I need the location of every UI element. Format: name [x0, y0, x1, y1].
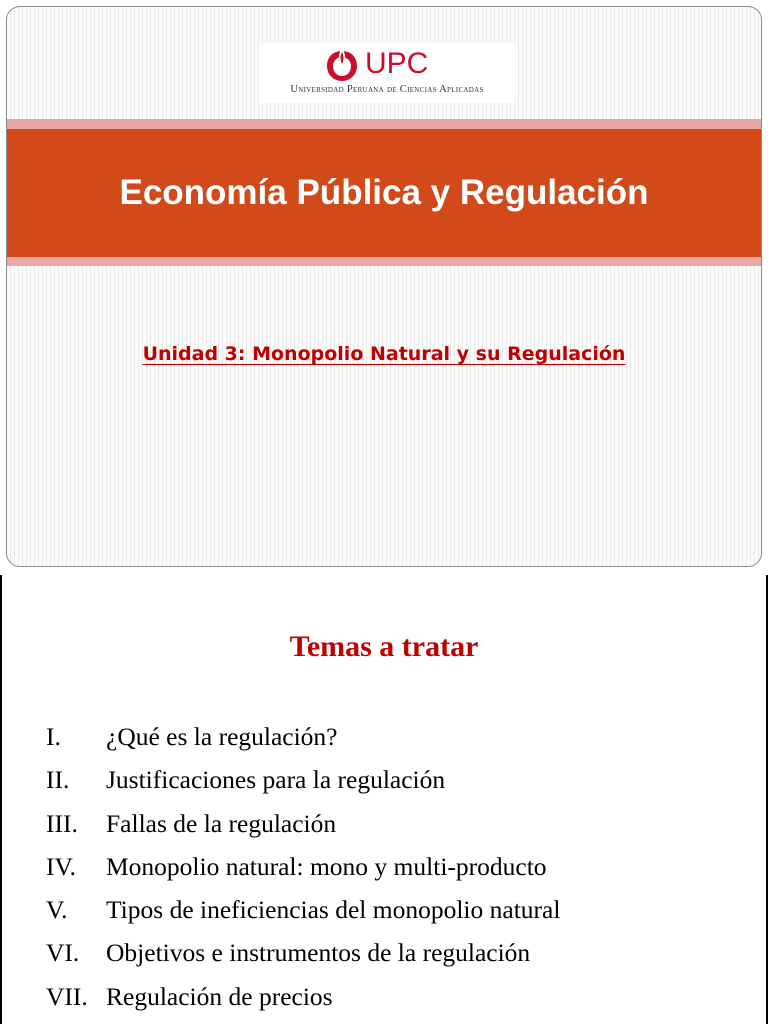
topic-numeral: VI. [46, 938, 80, 968]
slide-subtitle [7, 343, 761, 365]
list-item [46, 931, 560, 974]
topic-text: Tipos de ineficiencias del monopolio natural [106, 895, 561, 925]
topic-numeral: III. [46, 808, 78, 838]
topic-text: Regulación de precios [106, 981, 333, 1011]
upc-logo [259, 43, 515, 103]
list-item [46, 715, 560, 758]
topic-numeral: II. [46, 765, 70, 795]
topics-title: Temas a tratar [289, 630, 479, 663]
topic-text: Objetivos e instrumentos de la regulación [106, 938, 531, 968]
subtitle-text: Unidad 3: Monopolio Natural y su Regulación [142, 343, 626, 365]
topic-numeral: I. [46, 722, 61, 751]
title-band-top-edge [7, 119, 761, 129]
topic-text: Monopolio natural: mono y multi-producto [106, 851, 547, 881]
topic-numeral: V. [46, 895, 68, 925]
topics-slide [0, 575, 768, 1024]
list-item [46, 888, 560, 931]
topic-text: Fallas de la regulación [106, 808, 337, 838]
topic-text: ¿Qué es la regulación? [106, 722, 338, 751]
topic-numeral: VII. [46, 981, 88, 1011]
university-name: Universidad Peruana de Ciencias Aplicadas [290, 84, 484, 95]
title-band-bottom-edge [7, 257, 761, 266]
topics-list [46, 715, 560, 1018]
upc-wordmark: UPC [365, 47, 429, 80]
upc-emblem-icon [324, 48, 360, 84]
list-item [46, 758, 560, 801]
slide-title: Economía Pública y Regulación [119, 173, 649, 212]
topic-numeral: IV. [46, 851, 76, 881]
list-item [46, 975, 560, 1018]
topic-text: Justificaciones para la regulación [106, 765, 446, 795]
list-item [46, 845, 560, 888]
list-item [46, 802, 560, 845]
title-slide [6, 6, 762, 567]
